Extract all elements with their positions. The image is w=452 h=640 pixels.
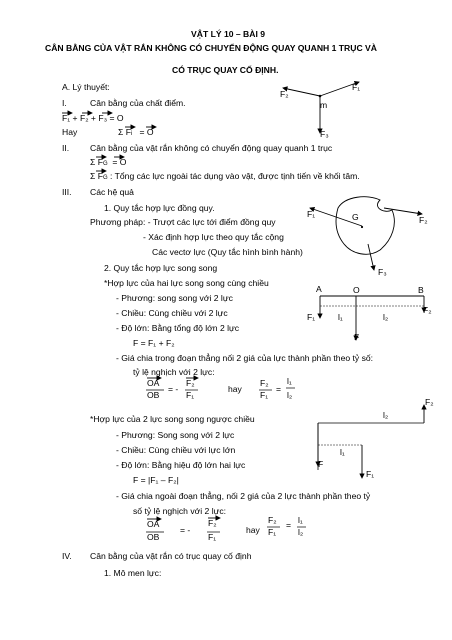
ratio-f1: F₁	[186, 390, 195, 400]
opp-dir-item-2: - Chiều: Cùng chiều với lực lớn	[116, 445, 236, 455]
ratio2-l2: l₂	[298, 527, 304, 537]
fig1-f1-label: F₁	[352, 82, 361, 92]
fig1-f2-label: F₂	[280, 89, 289, 99]
ratio-f2: F₂	[186, 378, 195, 388]
fig2-g-label: G	[352, 212, 359, 222]
fig2-f2-label: F₂	[419, 215, 428, 225]
ratio-f1-b: F₁	[260, 390, 269, 400]
rule-1: 1. Quy tắc hợp lực đồng quy.	[104, 203, 215, 213]
opp-dir-formula: F = |F₁ – F₂|	[133, 475, 179, 485]
opp-dir-item-5: số tỷ lệ nghịch với 2 lực:	[133, 506, 227, 516]
opp-dir-item-3: - Độ lớn: Bằng hiệu độ lớn hai lực	[116, 460, 246, 470]
opp-dir-item-1: - Phương: Song song với 2 lực	[116, 430, 235, 440]
fig3-f1-label: F₁	[307, 312, 316, 322]
fig1-m-label: m	[320, 100, 328, 110]
ratio2-l1: l₁	[298, 515, 303, 525]
ratio2-ob: OB	[147, 532, 160, 542]
section-3-title: Các hệ quả	[90, 187, 134, 197]
fig3-f2-label: F₂	[423, 305, 432, 315]
sigma-fg-description: Σ FG : Tổng các lực ngoài tác dụng vào vật, được tịnh tiến về khối tâm.	[90, 171, 360, 181]
same-dir-item-5: tỷ lệ nghịch với 2 lực:	[133, 367, 215, 377]
title-line-2: CÂN BẰNG CỦA VẬT RẮN KHÔNG CÓ CHUYỂN ĐỘNG QUAY QUANH 1 TRỤC VÀ	[45, 43, 377, 53]
fig4-f1-label: F₁	[366, 469, 375, 479]
title-line-3: CÓ TRỤC QUAY CỐ ĐỊNH.	[172, 65, 279, 75]
ratio2-hay: hay	[246, 525, 260, 535]
ratio2-eq-minus: = -	[180, 525, 191, 535]
ratio2-f2: F₂	[208, 518, 217, 528]
equation-sum-forces: F₁ + F₂ + F₃ = O	[62, 113, 124, 123]
ratio2-f1-b: F₁	[268, 527, 277, 537]
fig3-l2-label: l₂	[383, 312, 389, 322]
fig4-l2-label: l₂	[383, 410, 389, 420]
ratio-l2: l₂	[287, 390, 293, 400]
fig3-l1-label: l₁	[338, 312, 343, 322]
opposite-direction-heading: *Hợp lực của 2 lực song song ngược chiều	[90, 414, 255, 424]
vector-overbars	[62, 113, 220, 519]
section-a: A. Lý thuyết:	[62, 82, 110, 92]
ratio2-f2-b: F₂	[268, 515, 277, 525]
figure-concurrent-point	[283, 82, 359, 133]
rule-2: 2. Quy tắc hợp lực song song	[104, 263, 218, 273]
same-direction-heading: *Hợp lực của hai lực song song cùng chiều	[104, 278, 269, 288]
fig4-f2-label: F₂	[425, 397, 434, 407]
fig2-f3-label: F₃	[378, 267, 387, 277]
hay-label: Hay	[62, 127, 78, 137]
fig1-f3-label: F₃	[320, 129, 329, 139]
fig3-o-label: O	[353, 285, 360, 295]
ratio2-oa: OA	[147, 519, 160, 529]
ratio-eq-minus: = -	[168, 384, 179, 394]
ratio2-f1: F₁	[208, 532, 217, 542]
same-dir-item-4: - Giá chia trong đoạn thẳng nối 2 giá của lực thành phần theo tỷ số:	[116, 353, 374, 363]
fig3-a-label: A	[316, 284, 322, 294]
fig3-f-label: F	[354, 332, 360, 342]
figure-rigid-body	[310, 197, 422, 270]
fraction-lines	[146, 388, 306, 532]
ratio2-eq: =	[286, 520, 292, 530]
equation-sigma-fg: Σ FG = O	[90, 157, 127, 167]
ratio-ob: OB	[147, 390, 160, 400]
equation-sigma-fi: Σ Fi = O	[118, 127, 154, 137]
fig4-l1-label: l₁	[340, 447, 345, 457]
ratio-f2-b: F₂	[260, 378, 269, 388]
method-line-3: Các vectơ lực (Quy tắc hình bình hành)	[152, 247, 303, 257]
ratio-hay: hay	[228, 384, 242, 394]
method-line-1: Phương pháp: - Trượt các lực tới điểm đồng quy	[90, 217, 276, 227]
figure-parallel-same	[320, 296, 424, 340]
ratio-eq: =	[276, 384, 282, 394]
method-line-2: - Xác định hợp lực theo quy tắc cộng	[143, 232, 284, 242]
opp-dir-item-4: - Giá chia ngoài đoạn thẳng, nối 2 giá của 2 lực thành phần theo tỷ	[116, 491, 371, 501]
same-dir-item-1: - Phương: song song với 2 lực	[116, 293, 233, 303]
figure-parallel-opposite	[318, 405, 424, 478]
section-1-title: Cân bằng của chất điểm.	[90, 98, 186, 108]
same-dir-item-3: - Độ lớn: Bằng tổng độ lớn 2 lực	[116, 323, 240, 333]
ratio-oa: OA	[147, 378, 160, 388]
section-2-num: II.	[62, 143, 70, 153]
section-3-num: III.	[62, 187, 72, 197]
same-dir-item-2: - Chiều: Cùng chiều với 2 lực	[116, 308, 228, 318]
section-2-title: Cân bằng của vật rắn không có chuyển động quay quanh 1 trục	[90, 143, 333, 153]
section-4-title: Cân bằng của vật rắn có trục quay cố định	[90, 551, 252, 561]
fig3-b-label: B	[418, 285, 424, 295]
title-line-1: VẬT LÝ 10 – BÀI 9	[191, 29, 266, 39]
ratio-l1: l₁	[287, 376, 292, 386]
fig2-f1-label: F₁	[307, 209, 316, 219]
fig4-f-label: F	[318, 459, 324, 469]
section-1-num: I.	[62, 98, 67, 108]
same-dir-formula: F = F₁ + F₂	[133, 338, 175, 348]
moment-heading: 1. Mô men lực:	[104, 568, 162, 578]
section-4-num: IV.	[62, 551, 72, 561]
